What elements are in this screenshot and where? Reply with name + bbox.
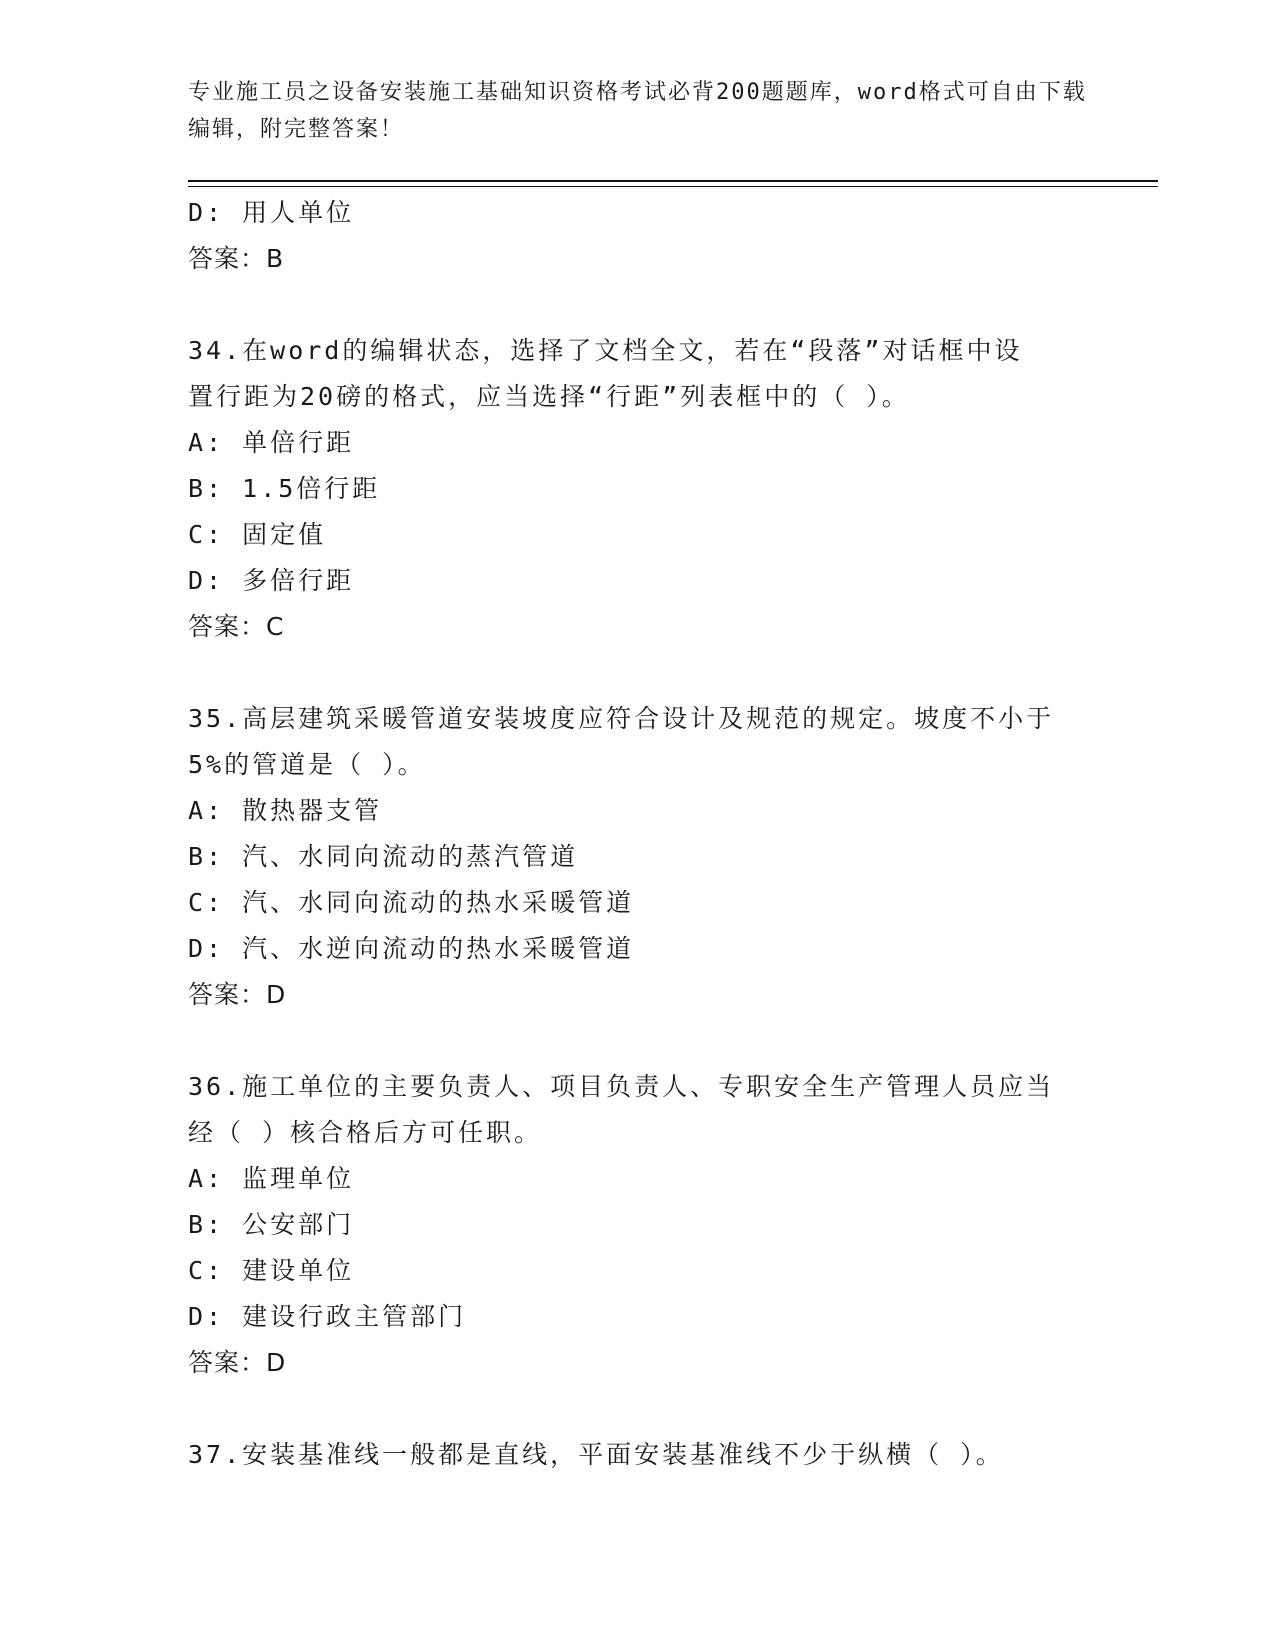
question-text-line: 35.高层建筑采暖管道安装坡度应符合设计及规范的规定。坡度不小于 — [188, 704, 1055, 733]
document-header: 专业施工员之设备安装施工基础知识资格考试必背200题题库，word格式可自由下载编辑，附完整答案！ — [188, 80, 1087, 142]
option-d: D: 建设行政主管部门 — [188, 1302, 467, 1331]
option-c: C: 汽、水同向流动的热水采暖管道 — [188, 888, 635, 917]
answer: 答案：B — [188, 244, 285, 273]
option-b: B: 公安部门 — [188, 1210, 355, 1239]
option-a: A: 单倍行距 — [188, 428, 355, 457]
spacer — [188, 650, 1108, 696]
option-a: A: 监理单位 — [188, 1164, 355, 1193]
header-rule-thin — [188, 186, 1158, 187]
answer: 答案：D — [188, 980, 287, 1009]
question-text-line: 5%的管道是（ ）。 — [188, 750, 426, 779]
question-34 — [188, 328, 1108, 650]
option-c: C: 建设单位 — [188, 1256, 355, 1285]
question-text-line: 34.在word的编辑状态，选择了文档全文，若在“段落”对话框中设 — [188, 336, 1023, 365]
option-b: B: 汽、水同向流动的蒸汽管道 — [188, 842, 579, 871]
option-c: C: 固定值 — [188, 520, 327, 549]
header-rule-thick — [188, 180, 1158, 182]
document-body — [188, 190, 1108, 1478]
spacer — [188, 282, 1108, 328]
option-d: D: 多倍行距 — [188, 566, 355, 595]
question-35 — [188, 696, 1108, 1018]
question-text-line: 36.施工单位的主要负责人、项目负责人、专职安全生产管理人员应当 — [188, 1072, 1055, 1101]
option-d: D: 汽、水逆向流动的热水采暖管道 — [188, 934, 635, 963]
question-text-line: 经（ ）核合格后方可任职。 — [188, 1118, 543, 1147]
option-d: D: 用人单位 — [188, 198, 355, 227]
question-36 — [188, 1064, 1108, 1386]
question-text-line: 37.安装基准线一般都是直线，平面安装基准线不少于纵横（ ）。 — [188, 1440, 1004, 1469]
spacer — [188, 1386, 1108, 1432]
option-b: B: 1.5倍行距 — [188, 474, 381, 503]
answer: 答案：D — [188, 1348, 287, 1377]
question-text-line: 置行距为20磅的格式，应当选择“行距”列表框中的（ ）。 — [188, 382, 910, 411]
spacer — [188, 1018, 1108, 1064]
answer: 答案：C — [188, 612, 285, 641]
option-a: A: 散热器支管 — [188, 796, 383, 825]
question-37 — [188, 1432, 1108, 1478]
